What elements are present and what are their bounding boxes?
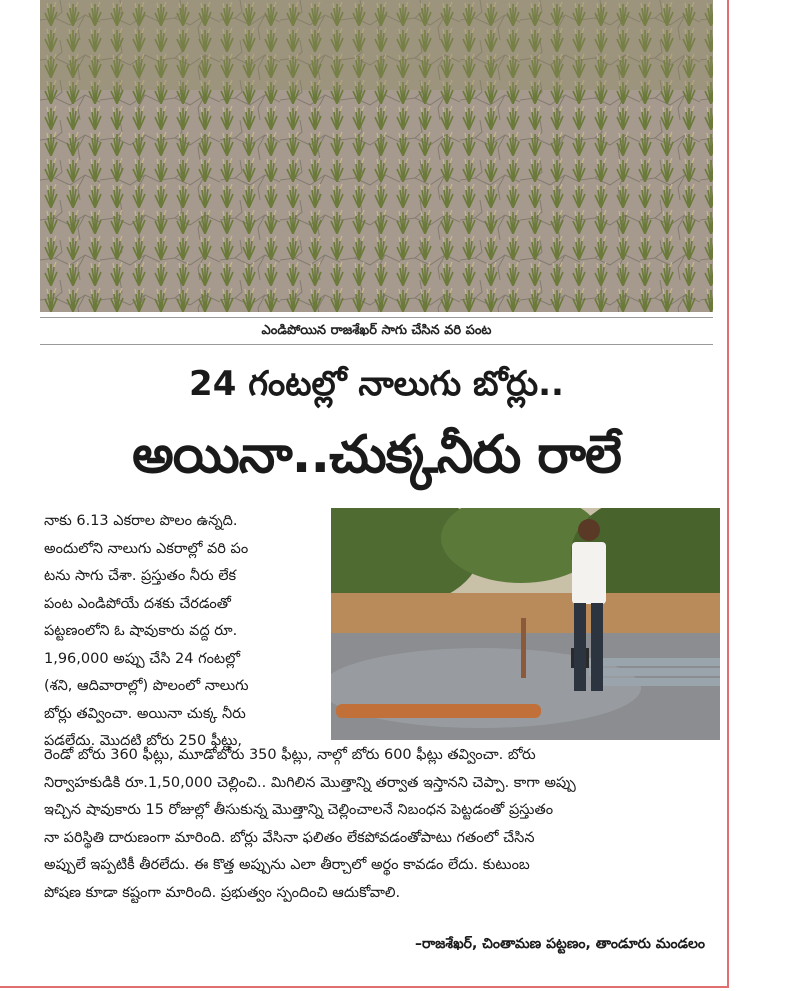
article-full-text bbox=[44, 742, 716, 907]
farmer-borewell-photo bbox=[331, 508, 720, 740]
article-line: పోషణ కూడా కష్టంగా మారింది. ప్రభుత్వం స్పందించి ఆదుకోవాలి. bbox=[44, 884, 401, 901]
photo-caption: ఎండిపోయిన రాజశేఖర్ సాగు చేసిన వరి పంట bbox=[40, 317, 713, 345]
article-line: (శని, ఆదివారాల్లో) పొలంలో నాలుగు bbox=[44, 678, 249, 694]
article-line: టను సాగు చేశా. ప్రస్తుతం నీరు లేక bbox=[44, 568, 237, 584]
article-line: రెండో బోరు 360 ఫీట్లు, మూడోబోరు 350 ఫీట్లు, నాల్గో బోరు 600 ఫీట్లు తవ్వించా. బోరు bbox=[44, 747, 536, 763]
headline-line-2: అయినా..చుక్కనీరు రాలే bbox=[132, 425, 621, 485]
article-line: నా పరిస్థితి దారుణంగా మారింది. బోర్లు వేసినా ఫలితం లేకపోవడంతోపాటు గతంలో చేసిన bbox=[44, 829, 535, 846]
article-line: నాకు 6.13 ఎకరాల పొలం ఉన్నది. bbox=[44, 513, 238, 529]
article-signature: –రాజశేఖర్, చింతామణ పట్టణం, తాండూరు మండలం bbox=[415, 936, 705, 952]
article-line: పట్టణంలోని ఓ షావుకారు వద్ద రూ. bbox=[44, 623, 238, 639]
dried-paddy-field-photo bbox=[40, 0, 713, 312]
article-line: పడలేదు. మొదటి బోరు 250 ఫీట్లు, bbox=[44, 733, 242, 749]
article-line: అప్పులే ఇప్పటికీ తీరలేదు. ఈ కొత్త అప్పును ఎలా తీర్చాలో అర్థం కావడం లేదు. కుటుంబ bbox=[44, 857, 530, 873]
headline-line-1: 24 గంటల్లో నాలుగు బోర్లు.. bbox=[189, 364, 564, 404]
article-line: అందులోని నాలుగు ఎకరాల్లో వరి పం bbox=[44, 540, 249, 557]
article-line: 1,96,000 అప్పు చేసి 24 గంటల్లో bbox=[44, 650, 241, 667]
article-column-text bbox=[44, 508, 322, 756]
article-line: బోర్లు తవ్వించా. అయినా చుక్క నీరు bbox=[44, 705, 246, 722]
article-line: నిర్వాహకుడికి రూ.1,50,000 చెల్లించి.. మిగిలిన మొత్తాన్ని తర్వాత ఇస్తానని చెప్పా. కాగా అప్పు bbox=[44, 774, 576, 791]
article-line: ఇచ్చిన షావుకారు 15 రోజుల్లో తీసుకున్న మొత్తాన్ని చెల్లించాలనే నిబంధన పెట్టడంతో ప్రస్తుతం bbox=[44, 802, 554, 818]
article-line: పంట ఎండిపోయే దశకు చేరడంతో bbox=[44, 595, 231, 612]
